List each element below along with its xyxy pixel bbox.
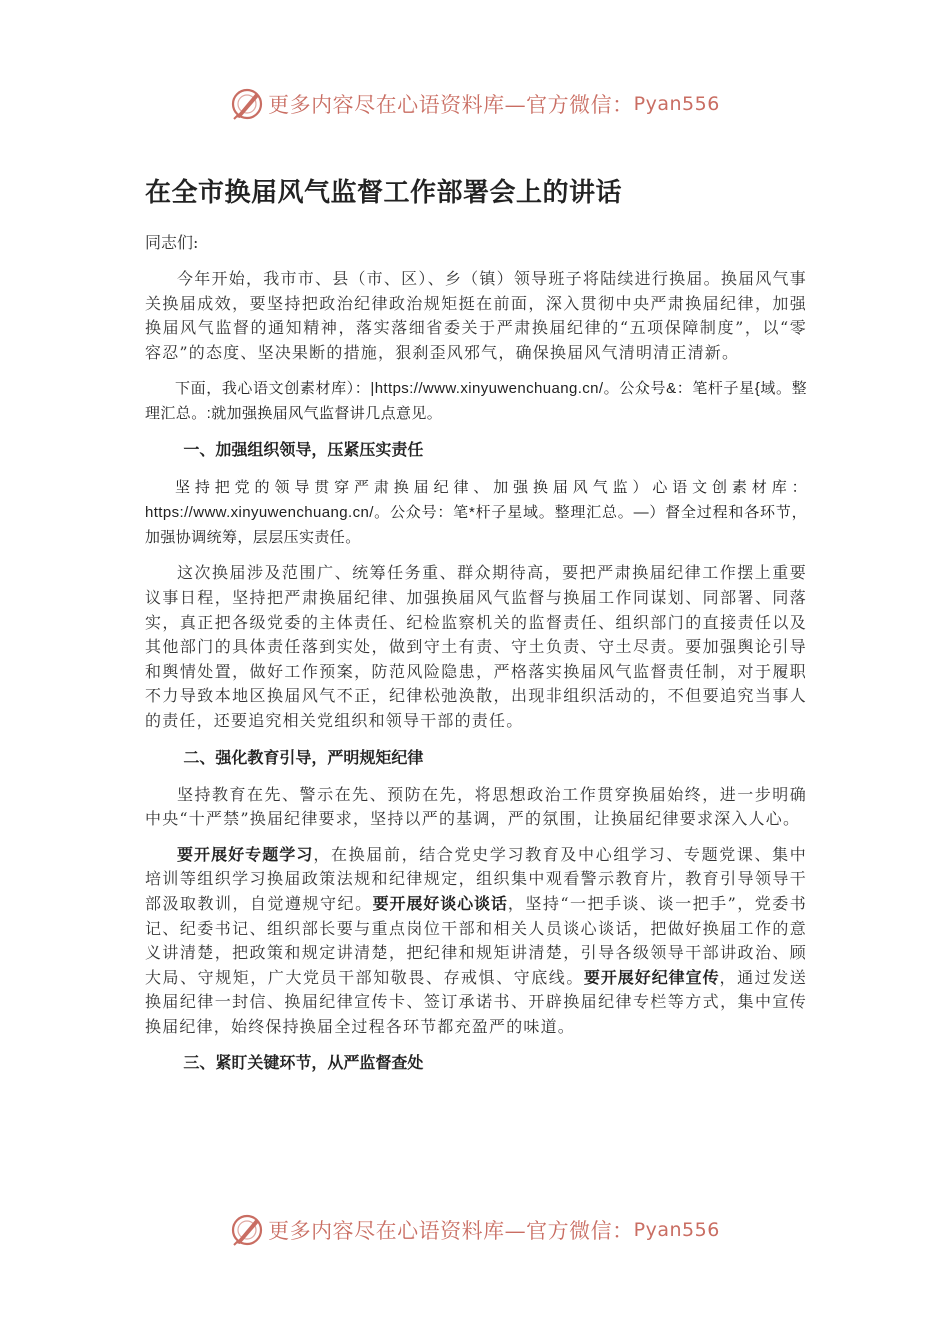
paragraph-section2-body [145,843,807,1040]
watermark-wechat-id: Pyan556 [633,1219,720,1241]
watermark-text: 更多内容尽在心语资料库—官方微信： [268,93,634,117]
section-heading-2: 二、强化教育引导，严明规矩纪律 [183,747,424,767]
text-discipline-publicity: ，通过发送换届纪律一封信、换届纪律宣传卡、签订承诺书、开辟换届纪律专栏等方式，集中宣传换届纪律，始终保持换届全过程各环节都充盈严的味道。 [145,967,807,1036]
watermark-text: 更多内容尽在心语资料库—官方微信： [268,1219,634,1243]
section-heading-1: 一、加强组织领导，压紧压实责任 [183,440,424,460]
watermark-banner-top [0,84,950,124]
quill-logo-icon [230,1213,264,1247]
section-heading-3: 三、紧盯关键环节，从严监督查处 [183,1053,424,1073]
text-heart-talk: ，坚持“一把手谈、谈一把手”，党委书记、纪委书记、组织部长要与重点岗位干部和相关人员谈心谈话，把做好换届工作的意义讲清楚，把政策和规定讲清楚，把纪律和规矩讲清楚，引导各级领导干部讲政治、顾大局、守规矩，广大党员干部知敬畏、存戒惧、守底线。 [145,893,807,987]
quill-logo-icon [230,87,264,121]
paragraph-section1-body: 这次换届涉及范围广、统筹任务重、群众期待高，要把严肃换届纪律工作摆上重要议事日程，坚持把严肃换届纪律、加强换届风气监督与换届工作同谋划、同部署、同落实，真正把各级党委的主体责任、纪检监察机关的监督责任、组织部门的直接责任以及其他部门的具体责任落到实处，做到守土有责、守土负责、守土尽责。要加强舆论引导和舆情处置，做好工作预案，防范风险隐患，严格落实换届风气监督责任制，对于履职不力导致本地区换届风气不正，纪律松弛涣散，出现非组织活动的，不但要追究当事人的责任，还要追究相关党组织和领导干部的责任。 [145,563,807,730]
paragraph-section2-lead: 坚持教育在先、警示在先、预防在先，将思想政治工作贯穿换届始终，进一步明确中央“十严禁”换届纪律要求，坚持以严的基调，严的氛围，让换届纪律要求深入人心。 [145,784,807,829]
paragraph-overview: 下面，我心语文创素材库）：|https://www.xinyuwenchuang.cn/。公众号&：笔杆子星{域。整理汇总。:就加强换届风气监督讲几点意见。 [145,380,807,423]
document-body [145,172,807,1088]
emphasis-heart-talk: 要开展好谈心谈话 [372,893,508,913]
text-special-study: ，在换届前，结合党史学习教育及中心组学习、专题党课、集中培训等组织学习换届政策法规和纪律规定，组织集中观看警示教育片，教育引导领导干部汲取教训，自觉遵规守纪。 [145,844,807,913]
salutation: 同志们: [145,233,199,252]
paragraph-intro: 今年开始，我市市、县（市、区）、乡（镇）领导班子将陆续进行换届。换届风气事关换届成效，要坚持把政治纪律政治规矩挺在前面，深入贯彻中央严肃换届纪律，加强换届风气监督的通知精神，落实落细省委关于严肃换届纪律的“五项保障制度”，以“零容忍”的态度、坚决果断的措施，狠刹歪风邪气，确保换届风气清明清正清新。 [145,269,807,362]
watermark-wechat-id: Pyan556 [633,93,720,115]
emphasis-discipline-publicity: 要开展好纪律宣传 [583,967,720,987]
document-title: 在全市换届风气监督工作部署会上的讲话 [145,178,623,208]
watermark-banner-bottom [0,1210,950,1250]
emphasis-special-study: 要开展好专题学习 [177,844,314,864]
paragraph-section1-lead: 坚持把党的领导贯穿严肃换届纪律、加强换届风气监）心语文创素材库：https://www.xinyuwenchuang.cn/。公众号：笔*杆子星域。整理汇总。—）督全过程和各环节，加强协调统筹，层层压实责任。 [145,479,807,547]
